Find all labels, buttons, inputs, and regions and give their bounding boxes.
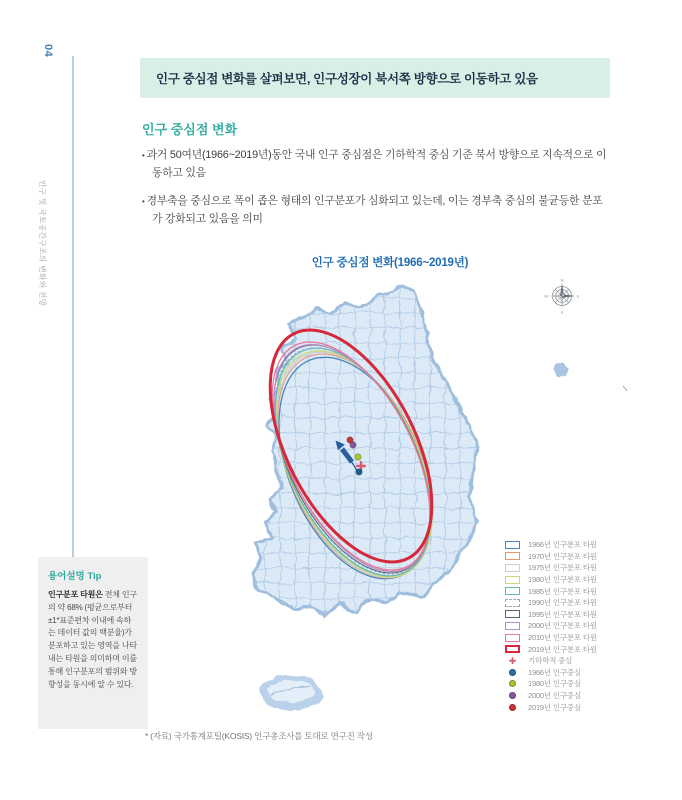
ellipse-swatch-icon [505,541,520,549]
ellipse-swatch-icon [505,645,520,653]
center-1980-marker [355,454,361,460]
compass-icon [544,278,580,315]
tip-body [48,589,138,691]
ellipse-swatch-icon [505,622,520,630]
legend-item [505,701,597,713]
dot-swatch-icon [509,692,516,699]
legend-label: 1970년 인구분포 타원 [528,551,597,561]
legend-item [505,562,597,574]
legend-item [505,620,597,632]
legend-item [505,632,597,644]
legend-item [505,667,597,679]
source-footnote: * (자료) 국가통계포털(KOSIS) 인구총조사를 토대로 연구진 작성 [145,731,373,741]
legend-item [505,678,597,690]
ellipse-swatch-icon [505,552,520,560]
glossary-tip-box [38,557,148,729]
legend-label: 2000년 인구중심 [528,691,581,701]
legend-label: 1966년 인구중심 [528,667,581,677]
bullet-item: • 경부축을 중심으로 폭이 좁은 형태의 인구분포가 심화되고 있는데, 이는 경부축 중심의 불균등한 분포가 강화되고 있음을 의미 [142,192,612,229]
center-1966-marker [356,469,362,475]
legend-item [505,690,597,702]
svg-text:W: W [544,293,548,299]
figure-title: 인구 중심점 변화(1966~2019년) [311,257,469,269]
headline-text: 인구 중심점 변화를 살펴보면, 인구성장이 북서쪽 방향으로 이동하고 있음 [156,72,538,86]
legend-label: 1985년 인구분포 타원 [528,586,597,596]
dot-swatch-icon [509,669,516,676]
legend-label: 1995년 인구분포 타원 [528,609,597,619]
legend-item [505,539,597,551]
legend-item [505,655,597,667]
ellipse-swatch-icon [505,610,520,618]
legend-item [505,585,597,597]
headline-band [140,58,610,98]
ellipse-swatch-icon [505,634,520,642]
legend-label: 1980년 인구중심 [528,679,581,689]
legend-label: 2019년 인구분포 타원 [528,644,597,654]
svg-text:N: N [560,278,564,283]
legend-label: 1990년 인구분포 타원 [528,598,597,608]
dot-swatch-icon [509,704,516,711]
legend-label: 2019년 인구중심 [528,702,581,712]
legend-label: 기하학적 중심 [528,656,573,666]
ellipse-swatch-icon [505,587,520,595]
center-2019-marker [347,437,353,443]
legend-label: 1980년 인구분포 타원 [528,575,597,585]
legend-item [505,609,597,621]
legend-item [505,597,597,609]
legend-label: 2000년 인구분포 타원 [528,621,597,631]
bullet-item: • 과거 50여년(1966~2019년)동안 국내 인구 중심점은 기하학적 중심 기준 북서 방향으로 지속적으로 이동하고 있음 [142,146,612,183]
legend-item [505,574,597,586]
tip-title: 용어설명 Tip [48,571,102,582]
legend-label: 1975년 인구분포 타원 [528,563,597,573]
ulleungdo-island [553,362,568,378]
ellipse-swatch-icon [505,576,520,584]
dokdo-mark [623,386,627,391]
sidebar-chapter-label: 인구 및 국토공간구조의 변화와 전망 [38,180,47,307]
ellipse-swatch-icon [505,564,520,572]
jeju-island [260,675,322,711]
plus-swatch-icon: ✚ [508,655,517,666]
page-number: 04 [42,44,54,58]
tip-text: 전체 인구의 약 68% (평균으로부터 ±1*표준편차 이내에 속하는 데이터 값의 백분율)가 분포하고 있는 영역을 나타내는 타원을 의미하며 이를 통해 인구분포의 범위와 방향성을 동시에 알 수 있다. [48,590,137,689]
svg-text:S: S [560,310,564,315]
ellipse-swatch-icon [505,599,520,607]
section-bullets [142,146,612,237]
legend [505,539,597,713]
legend-item [505,551,597,563]
legend-item [505,643,597,655]
legend-label: 1966년 인구분포 타원 [528,540,597,550]
section-title: 인구 중심점 변화 [142,122,238,137]
legend-label: 2010년 인구분포 타원 [528,633,597,643]
svg-text:E: E [576,293,580,299]
tip-term: 인구분포 타원은 [48,590,103,599]
dot-swatch-icon [509,680,516,687]
